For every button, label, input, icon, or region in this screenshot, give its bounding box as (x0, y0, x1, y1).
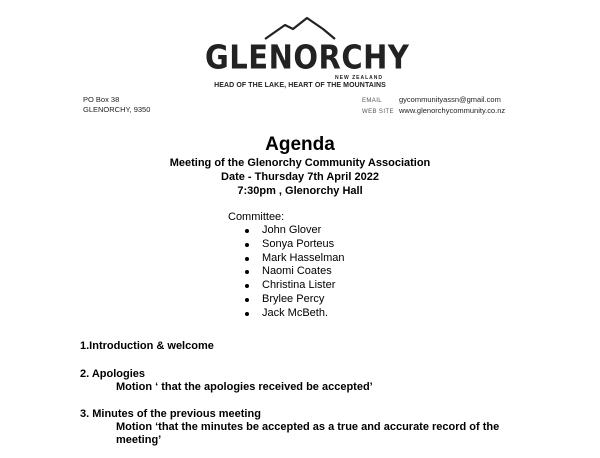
agenda-item-motion: Motion ‘ that the apologies received be accepted’ (116, 381, 373, 393)
agenda-header (0, 134, 600, 198)
committee-list (228, 224, 345, 321)
email-value[interactable]: gycommunityassn@gmail.com (399, 95, 501, 104)
agenda-item-motion-line-1: Motion ‘that the minutes be accepted as a true and accurate record of the (116, 421, 500, 433)
list-item (228, 224, 345, 238)
member-name: Jack McBeth. (262, 306, 329, 319)
logo-country: NEW ZEALAND (335, 75, 383, 81)
committee-label: Committee: (228, 211, 285, 223)
member-name: Christina Lister (262, 279, 336, 292)
bullet-icon (245, 298, 249, 302)
agenda-item-heading: 1.Introduction & welcome (80, 340, 214, 352)
agenda-item-motion-line-2: meeting’ (116, 434, 162, 446)
list-item (228, 307, 345, 321)
committee-section (228, 211, 345, 321)
bullet-icon (245, 312, 249, 316)
address-line-1: PO Box 38 (83, 95, 120, 104)
website-label: WEB SITE (362, 109, 394, 115)
glenorchy-logo (205, 16, 410, 89)
logo-tagline: HEAD OF THE LAKE, HEART OF THE MOUNTAINS (214, 82, 386, 89)
website-value[interactable]: www.glenorchycommunity.co.nz (399, 106, 506, 115)
contact-details (362, 95, 505, 117)
bullet-icon (245, 229, 249, 233)
mountain-icon (263, 16, 337, 40)
bullet-icon (245, 243, 249, 247)
list-item (228, 238, 345, 252)
list-item (228, 252, 345, 266)
bullet-icon (245, 257, 249, 261)
bullet-icon (245, 270, 249, 274)
email-label: EMAIL (362, 98, 383, 104)
member-name: Sonya Porteus (262, 237, 335, 250)
member-name: Mark Hasselman (262, 251, 345, 264)
agenda-item-heading: 3. Minutes of the previous meeting (80, 408, 261, 420)
list-item (228, 293, 345, 307)
agenda-item-heading: 2. Apologies (80, 368, 145, 380)
agenda-title: Agenda (265, 134, 335, 155)
email-row (362, 95, 505, 106)
website-row (362, 106, 505, 117)
logo-wordmark: GLENORCHY (205, 37, 410, 77)
meeting-name: Meeting of the Glenorchy Community Association (169, 157, 431, 169)
member-name: John Glover (262, 224, 322, 236)
agenda-item-3 (80, 408, 499, 447)
postal-address (83, 95, 150, 115)
member-name: Brylee Percy (262, 292, 325, 305)
agenda-item-2 (80, 368, 373, 394)
member-name: Naomi Coates (262, 265, 332, 278)
address-line-2: GLENORCHY, 9350 (83, 105, 151, 114)
meeting-time-place: 7:30pm , Glenorchy Hall (237, 185, 363, 197)
meeting-date: Date - Thursday 7th April 2022 (221, 171, 379, 183)
bullet-icon (245, 284, 249, 288)
agenda-item-1 (80, 340, 214, 353)
list-item (228, 265, 345, 279)
list-item (228, 279, 345, 293)
